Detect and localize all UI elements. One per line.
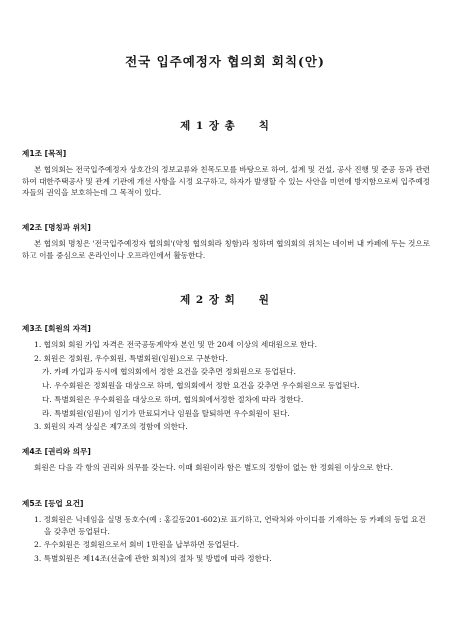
- article-1: [22, 148, 430, 199]
- article-3-sub-d: 라. 특별회원(임원)이 임기가 만료되거나 임원을 탈퇴하면 우수회원이 된다.: [42, 408, 290, 418]
- chapter-2-heading: 제 2 장 회 원: [180, 294, 270, 306]
- chapter-1-heading: 제 1 장 총 칙: [180, 120, 270, 132]
- article-3-item-1: 1. 협의회 회원 가입 자격은 전국공동계약자 본인 및 만 20세 이상의 세대원으로 한다.: [34, 339, 318, 349]
- article-3-heading: 제3조 [회원의 자격]: [22, 324, 91, 333]
- article-5-item-2: 2. 우수회원은 정회원으로서 회비 1만원을 납부하면 등업된다.: [34, 540, 240, 550]
- article-3-item-3: 3. 회원의 자격 상실은 제7조의 정함에 의한다.: [34, 422, 188, 432]
- article-5: [22, 498, 430, 565]
- article-3: [22, 323, 430, 433]
- article-2-heading: 제2조 [명칭과 위치]: [22, 223, 91, 232]
- article-3-sub-c: 다. 특별회원은 우수회원을 대상으로 하며, 협의회에서정한 절차에 따라 정한다.: [42, 394, 304, 404]
- article-3-sub-a: 가. 카페 가입과 동시에 협의회에서 정한 요건을 갖추면 정회원으로 등업된다.: [42, 367, 296, 377]
- article-4-body: 회원은 다음 각 항의 권리와 의무를 갖는다. 이때 회원이라 함은 별도의 정함이 없는 한 정회원 이상으로 한다.: [34, 462, 393, 472]
- article-2-body: 본 협의회 명칭은 '전국입주예정자 협의회'(약칭 협의회라 칭함)라 칭하며 협의회의 위치는 네이버 내 카페에 두는 것으로 하고 이를 중심으로 온라인이나 오프라인에서 활동한다.: [22, 238, 430, 260]
- article-2: [22, 222, 430, 261]
- article-1-body: 본 협의회는 전국입주예정자 상호간의 정보교류와 친목도모를 바탕으로 하여, 설계 및 건설, 공사 진행 및 준공 등과 관련하여 대한주택공사 및 관계 기관에 개선 사항을 시정 요구하고, 하자가 발생할 수 있는 사안을 미연에 방지함으로써 입주예정자들의 권익을 보호하는데 그 목적이 있다.: [22, 164, 430, 198]
- article-3-sub-b: 나. 우수회원은 정회원을 대상으로 하며, 협의회에서 정한 요건을 갖추면 우수회원으로 등업된다.: [42, 381, 360, 391]
- article-5-item-3: 3. 특별회원은 제14조(선출에 관한 회칙)의 절차 및 방법에 따라 정한다.: [34, 554, 272, 564]
- article-4-heading: 제4조 [권리와 의무]: [22, 447, 91, 456]
- article-5-item-1: 1. 정회원은 닉네임을 실명 동호수(예 : 홍길동201-602)로 표기하고, 연락처와 아이디를 기재하는 등 카페의 등업 요건을 갖추면 등업된다.: [34, 514, 426, 536]
- article-3-item-2: 2. 회원은 정회원, 우수회원, 특별회원(임원)으로 구분한다.: [34, 353, 228, 363]
- article-4: [22, 446, 430, 474]
- document-title: 전국 입주예정자 협의회 회칙(안): [125, 54, 325, 69]
- article-5-heading: 제5조 [등업 요건]: [22, 499, 84, 508]
- article-1-heading: 제1조 [목적]: [22, 149, 67, 158]
